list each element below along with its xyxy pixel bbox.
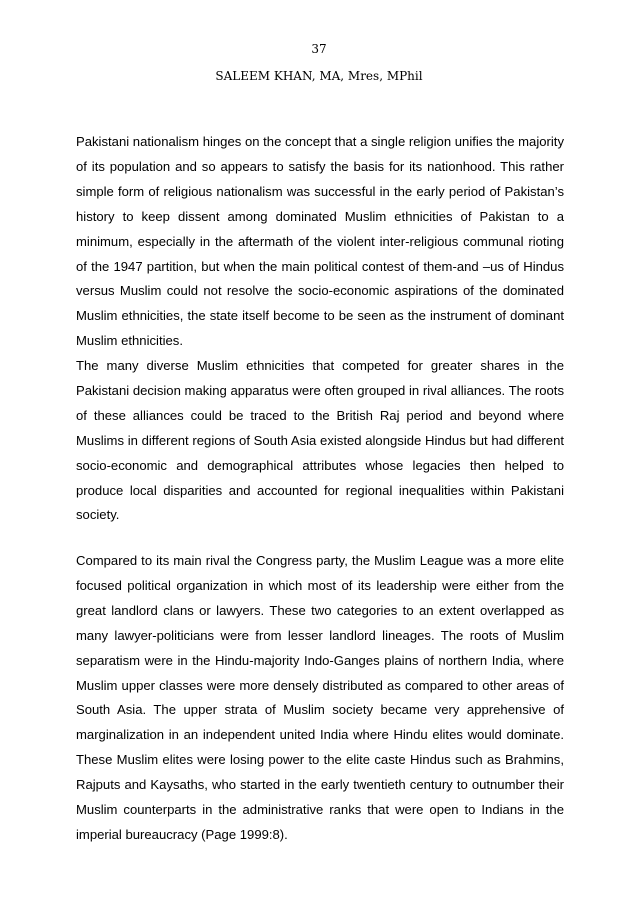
paragraph-1: Pakistani nationalism hinges on the concept that a single religion unifies the majority of its population and so appears to satisfy the basis for its nationhood. This rather simple form of religious nationalism was successful in the early period of Pakistan’s history to keep dissent among dominated Muslim ethnicities of Pakistan to a minimum, especially in the aftermath of the violent inter-religious communal rioting of the 1947 partition, but when the main political contest of them-and –us of Hindus versus Muslim could not resolve the socio-economic aspirations of the dominated Muslim ethnicities, the state itself become to be seen as the instrument of dominant Muslim ethnicities. [76, 134, 564, 349]
page-number: 37 [311, 42, 327, 56]
paragraph-2-container [76, 354, 564, 528]
paragraph-2: The many diverse Muslim ethnicities that competed for greater shares in the Pakistani decision making apparatus were often grouped in rival alliances. The roots of these alliances could be traced to the British Raj period and beyond where Muslims in different regions of South Asia existed alongside Hindus but had different socio-economic and demographical attributes whose legacies then helped to produce local disparities and accounted for regional inequalities within Pakistani society. [76, 358, 564, 523]
paragraph-3: Compared to its main rival the Congress party, the Muslim League was a more elite focused political organization in which most of its leadership were either from the great landlord clans or lawyers. These two categories to an extent overlapped as many lawyer-politicians were from lesser landlord lineages. The roots of Muslim separatism were in the Hindu-majority Indo-Ganges plains of northern India, where Muslim upper classes were more densely distributed as compared to other areas of South Asia. The upper strata of Muslim society became very apprehensive of marginalization in an independent united India where Hindu elites would dominate. These Muslim elites were losing power to the elite caste Hindus such as Brahmins, Rajputs and Kaysaths, who started in the early twentieth century to outnumber their Muslim counterparts in the administrative ranks that were open to Indians in the imperial bureaucracy (Page 1999:8). [76, 553, 564, 842]
author-header: SALEEM KHAN, MA, Mres, MPhil [215, 69, 423, 83]
paragraph-1-container [76, 130, 564, 354]
paragraph-3-container [76, 549, 564, 848]
